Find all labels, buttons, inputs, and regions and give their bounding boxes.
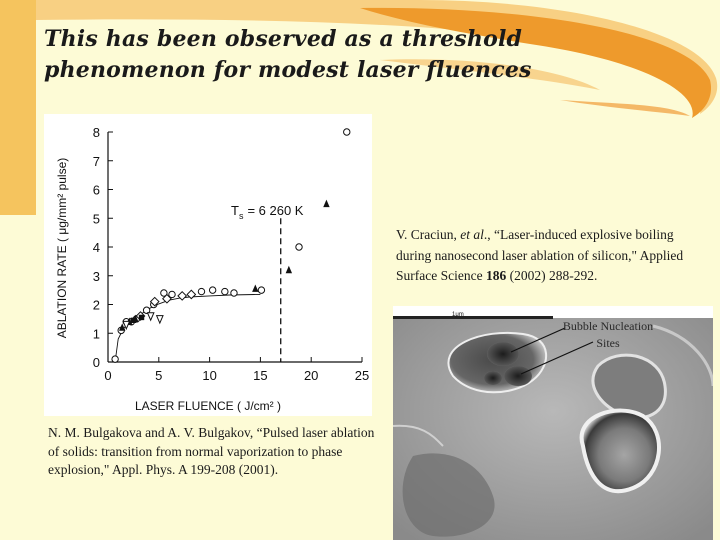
x-axis-ticks <box>104 357 369 383</box>
data-point-circle <box>222 288 228 294</box>
data-point-square <box>139 315 144 320</box>
x-tick-label: 10 <box>202 368 217 383</box>
plot-frame <box>108 132 362 362</box>
y-tick-label: 0 <box>92 355 100 370</box>
citation-craciun-etal: et al <box>460 227 484 242</box>
y-tick-label: 3 <box>92 268 100 284</box>
data-point-square <box>131 318 136 323</box>
data-point-circle <box>209 287 215 293</box>
data-point-triangle <box>286 266 292 273</box>
y-tick-label: 1 <box>92 326 100 342</box>
temperature-annotation-subscript: s <box>238 211 244 221</box>
bubble-nucleation-label <box>548 318 668 352</box>
data-point-triangle <box>252 284 258 291</box>
fit-curve <box>115 294 260 362</box>
x-tick-label: 20 <box>303 368 319 383</box>
x-tick-label: 5 <box>155 368 163 383</box>
nucleation-site <box>504 366 532 386</box>
data-point-diamond <box>178 292 186 300</box>
data-point-circle <box>112 356 118 362</box>
data-point-circle <box>169 291 175 297</box>
data-point-circle <box>198 288 204 294</box>
temperature-annotation-symbol: T <box>231 203 239 218</box>
y-axis-ticks <box>93 125 113 370</box>
citation-bulgakova: N. M. Bulgakova and A. V. Bulgakov, “Pulsed laser ablation of solids: transition from normal vaporization to phase explosion," Appl. Phys. A 199-208 (2001). <box>48 425 375 477</box>
x-tick-label: 0 <box>104 368 112 383</box>
data-points <box>112 129 350 363</box>
citation-craciun-title: ., “Laser-induced explosive boiling during nanosecond laser ablation of silicon," Applied Surface Science <box>396 227 684 283</box>
y-tick-label: 7 <box>92 153 100 169</box>
y-axis-label: ABLATION RATE ( μg/mm² pulse) <box>55 157 69 339</box>
chart-svg <box>44 114 372 416</box>
x-tick-label: 15 <box>253 368 268 383</box>
data-point-circle <box>231 290 237 296</box>
data-point-inverted-triangle <box>147 313 153 320</box>
temperature-annotation-value: = 6 260 K <box>247 203 304 218</box>
citation-craciun <box>396 225 696 287</box>
citation-craciun-authors: V. Craciun, <box>396 227 461 242</box>
bubble-nucleation-label-line1: Bubble Nucleation <box>562 319 654 333</box>
data-point-circle <box>344 129 350 135</box>
y-tick-label: 6 <box>92 182 100 198</box>
nucleation-site <box>487 342 519 366</box>
y-tick-label: 5 <box>92 211 100 227</box>
ablation-chart <box>44 114 372 416</box>
x-axis-label: LASER FLUENCE ( J/cm² ) <box>134 399 282 413</box>
y-tick-label: 4 <box>92 240 100 255</box>
data-point-triangle <box>323 200 329 207</box>
y-tick-label: 8 <box>92 125 100 140</box>
slide-title: This has been observed as a threshold phenomenon for modest laser fluences <box>44 26 532 83</box>
data-point-circle <box>258 287 264 293</box>
temperature-annotation <box>231 203 304 221</box>
citation-craciun-volume: 186 <box>485 268 507 283</box>
bubble-nucleation-label-line2: Sites <box>596 336 620 350</box>
nucleation-site <box>484 371 502 385</box>
scale-bar-label: 1μm <box>452 312 464 318</box>
data-point-circle <box>296 244 302 250</box>
citation-craciun-pages: (2002) 288-292. <box>506 268 598 283</box>
data-point-inverted-triangle <box>157 316 163 323</box>
x-tick-label: 25 <box>354 368 370 383</box>
y-tick-label: 2 <box>92 297 100 313</box>
